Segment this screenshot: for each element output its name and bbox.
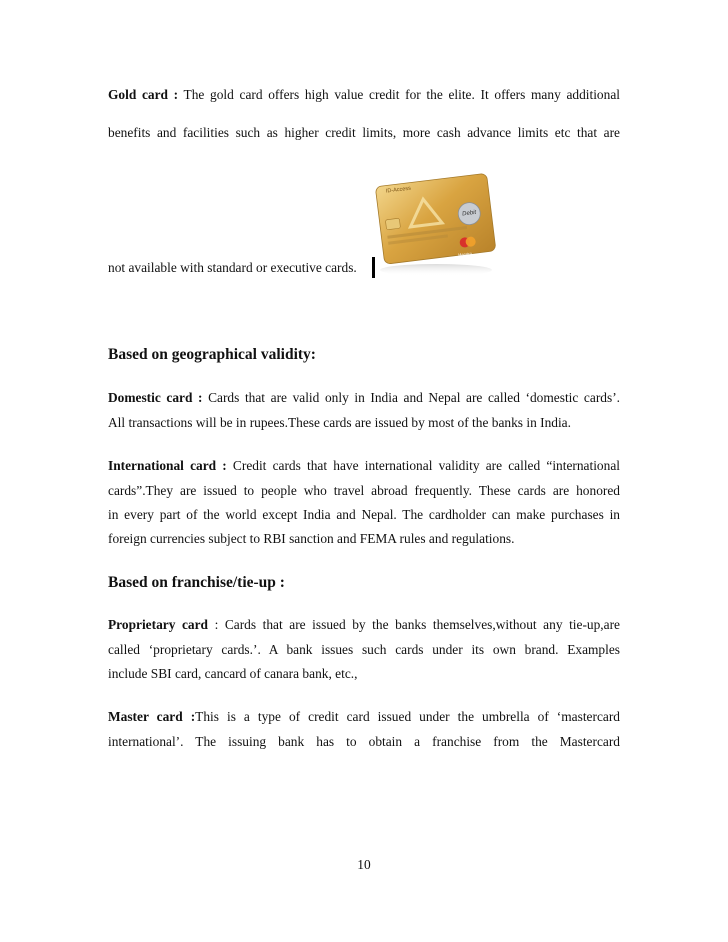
master-card-line-2: international’. The issuing bank has to obtain a franchise from the Mastercard [108,734,620,749]
international-card-line-3: in every part of the world except India and Nepal. The cardholder can make purchases in [108,507,620,522]
international-card-term: International card : [108,458,227,473]
international-card-line-1 [108,457,620,475]
card-network-label: Maestro [457,251,473,258]
domestic-card-term: Domestic card : [108,390,203,405]
gold-card-line-1 [108,86,620,104]
proprietary-card-text-1: : Cards that are issued by the banks themselves,without any tie-up,are [208,617,620,632]
proprietary-card-line-1 [108,616,620,634]
domestic-card-text-1: Cards that are valid only in India and Nepal are called ‘domestic cards’. [202,390,620,405]
master-card-line-1 [108,708,620,726]
domestic-card-line-2: All transactions will be in rupees.These cards are issued by most of the banks in India. [108,415,571,430]
card-debit-label: Debit [461,209,477,218]
page-number: 10 [357,857,371,872]
international-card-line-2: cards”.They are issued to people who travel abroad frequently. These cards are honored [108,483,620,498]
text-cursor-mark [372,257,375,278]
domestic-card-line-1 [108,389,620,407]
master-card-term: Master card : [108,709,196,724]
gold-card-line-2: benefits and facilities such as higher credit limits, more cash advance limits etc that are [108,125,620,140]
gold-card-term: Gold card : [108,87,179,102]
gold-card-text-1: The gold card offers high value credit for the elite. It offers many additional [178,87,620,102]
gold-card-line-3: not available with standard or executive cards. [108,260,357,275]
geo-validity-heading: Based on geographical validity: [108,346,316,363]
proprietary-card-line-3: include SBI card, cancard of canara bank, etc., [108,666,358,681]
card-brand-label: ID-Access [385,185,412,195]
international-card-line-4: foreign currencies subject to RBI sanction and FEMA rules and regulations. [108,531,515,546]
international-card-text-1: Credit cards that have international validity are called “international [226,458,620,473]
proprietary-card-line-2: called ‘proprietary cards.’. A bank issues such cards under its own brand. Examples [108,642,620,657]
franchise-heading: Based on franchise/tie-up : [108,574,285,591]
proprietary-card-term: Proprietary card [108,617,209,632]
master-card-text-1: This is a type of credit card issued under the umbrella of ‘mastercard [195,709,620,724]
